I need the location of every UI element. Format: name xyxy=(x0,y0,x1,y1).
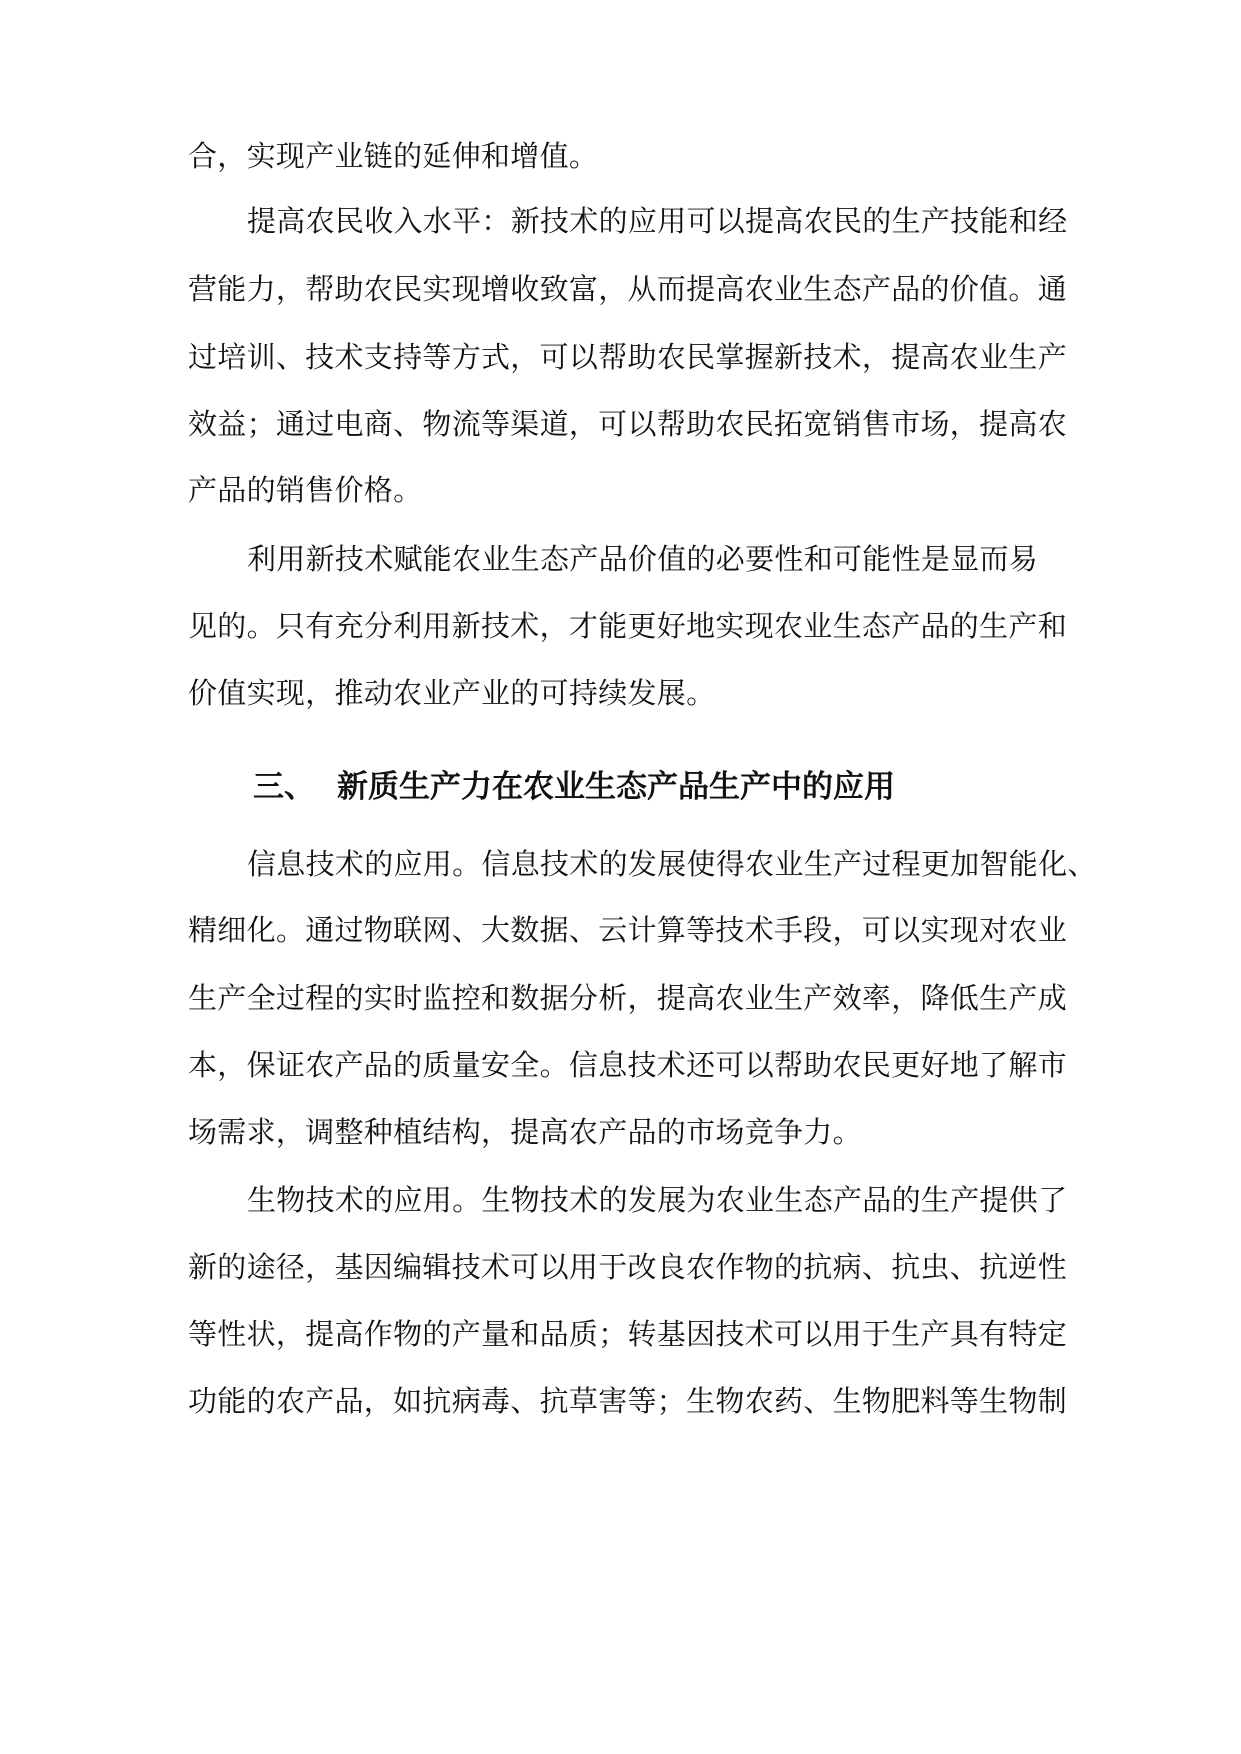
paragraph-line: 利用新技术赋能农业生态产品价值的必要性和可能性是显而易 xyxy=(247,542,1039,576)
paragraph-line: 生产全过程的实时监控和数据分析，提高农业生产效率，降低生产成 xyxy=(188,981,1068,1015)
paragraph-line: 过培训、技术支持等方式，可以帮助农民掌握新技术，提高农业生产 xyxy=(188,340,1068,374)
paragraph-line: 营能力，帮助农民实现增收致富，从而提高农业生态产品的价值。通 xyxy=(188,272,1068,306)
section-heading xyxy=(253,766,895,808)
section-number: 三、 xyxy=(253,769,315,805)
paragraph-line: 价值实现，推动农业产业的可持续发展。 xyxy=(188,676,716,710)
paragraph-line: 等性状，提高作物的产量和品质；转基因技术可以用于生产具有特定 xyxy=(188,1317,1068,1351)
paragraph-line: 功能的农产品，如抗病毒、抗草害等；生物农药、生物肥料等生物制 xyxy=(188,1384,1068,1418)
paragraph-line: 场需求，调整种植结构，提高农产品的市场竞争力。 xyxy=(188,1115,862,1149)
paragraph-line: 本，保证农产品的质量安全。信息技术还可以帮助农民更好地了解市 xyxy=(188,1048,1068,1082)
section-title: 新质生产力在农业生态产品生产中的应用 xyxy=(337,769,895,805)
paragraph-line: 提高农民收入水平：新技术的应用可以提高农民的生产技能和经 xyxy=(247,204,1068,238)
paragraph-line: 新的途径，基因编辑技术可以用于改良农作物的抗病、抗虫、抗逆性 xyxy=(188,1250,1068,1284)
paragraph-line: 精细化。通过物联网、大数据、云计算等技术手段，可以实现对农业 xyxy=(188,913,1068,947)
paragraph-line: 合，实现产业链的延伸和增值。 xyxy=(188,139,599,173)
paragraph-line: 信息技术的应用。信息技术的发展使得农业生产过程更加智能化、 xyxy=(247,847,1097,881)
paragraph-line: 生物技术的应用。生物技术的发展为农业生态产品的生产提供了 xyxy=(247,1183,1068,1217)
paragraph-line: 产品的销售价格。 xyxy=(188,473,423,507)
paragraph-line: 效益；通过电商、物流等渠道，可以帮助农民拓宽销售市场，提高农 xyxy=(188,407,1068,441)
paragraph-line: 见的。只有充分利用新技术，才能更好地实现农业生态产品的生产和 xyxy=(188,609,1068,643)
